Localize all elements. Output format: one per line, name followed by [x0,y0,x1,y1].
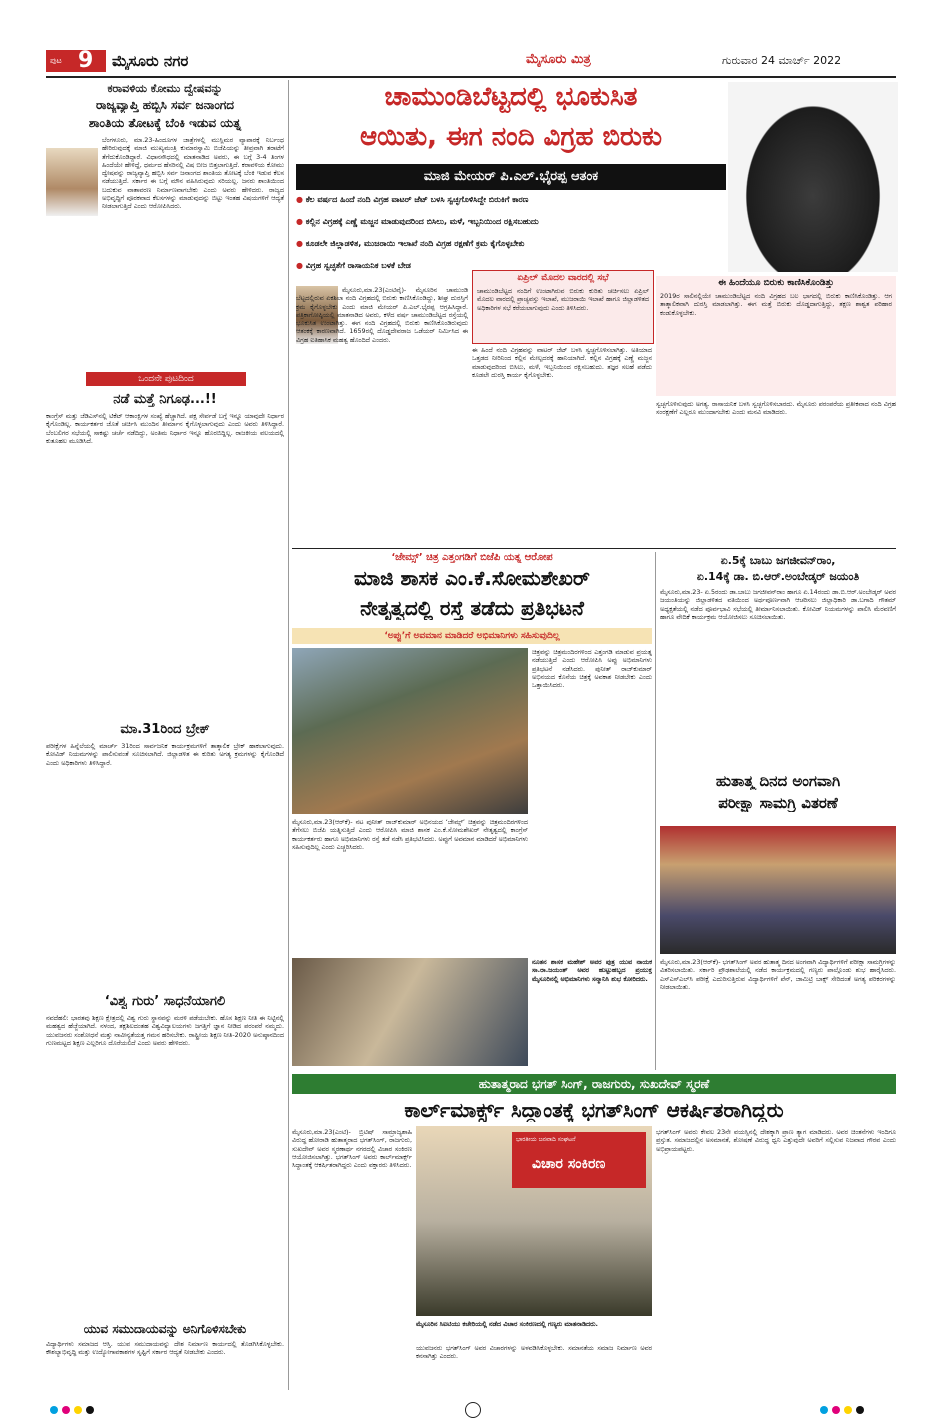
bhagat-kicker-bar [292,1074,896,1094]
april-box-body: ಚಾಮುಂಡಿಬೆಟ್ಟದ ನಂದಿಗೆ ಉಂಟಾಗಿರುವ ಬಿರುಕು ಕುರಿತು ಚರ್ಚಿಸಲು ಏಪ್ರಿಲ್ ಮೊದಲ ವಾರದಲ್ಲಿ ಪ್ರಾಚ್ಯವಸ್ತು ಇಲಾಖೆ, ಮುಜರಾಯಿ ಇಲಾಖೆ ಹಾಗೂ ಜಿಲ್ಲಾಡಳಿತದ ಅಧಿಕಾರಿಗಳ ಸಭೆ ಕರೆಯಲಾಗುವುದು ಎಂದು ತಿಳಿಸಿದರು. [477,287,649,312]
page-number: 9 [78,48,94,73]
exam-body: ಮೈಸೂರು,ಮಾ.23(ಆರ್‌ಕೆ)- ಭಗತ್‌ಸಿಂಗ್ ಅವರ ಹುತಾತ್ಮ ದಿನದ ಅಂಗವಾಗಿ ವಿದ್ಯಾರ್ಥಿಗಳಿಗೆ ಪರೀಕ್ಷಾ ಸಾಮಗ್ರಿಗಳನ್ನು ವಿತರಿಸಲಾಯಿತು. ಸರ್ಕಾರಿ ಪ್ರೌಢಶಾಲೆಯಲ್ಲಿ ನಡೆದ ಕಾರ್ಯಕ್ರಮದಲ್ಲಿ ಗಣ್ಯರು ಪಾಲ್ಗೊಂಡು ಶುಭ ಹಾರೈಸಿದರು. ಎಸ್‌ಎಸ್‌ಎಲ್‌ಸಿ ಪರೀಕ್ಷೆ ಎದುರಿಸುತ್ತಿರುವ ವಿದ್ಯಾರ್ಥಿಗಳಿಗೆ ಪೆನ್, ಜಾಮಿಟ್ರಿ ಬಾಕ್ಸ್ ಸೇರಿದಂತೆ ಅಗತ್ಯ ಪರಿಕರಗಳನ್ನು ನೀಡಲಾಯಿತು. [660,958,896,991]
header-rule [46,76,896,78]
registration-dot-magenta [62,1406,70,1414]
sub4-body: ವಿದ್ಯಾರ್ಥಿಗಳು ಸಮಾಜದ ಆಸ್ತಿ. ಯುವ ಸಮುದಾಯವನ್ನು ದೇಶ ನಿರ್ಮಾಣ ಕಾರ್ಯದಲ್ಲಿ ತೊಡಗಿಸಿಕೊಳ್ಳಬೇಕು. ಕೌಶಲ್ಯಾಭಿವೃದ್ಧಿ ಮತ್ತು ಉದ್ಯೋಗಾವಕಾಶಗಳ ಸೃಷ್ಟಿಗೆ ಸರ್ಕಾರ ಆದ್ಯತೆ ನೀಡಬೇಕು ಎಂದರು. [46,1340,284,1357]
protest-subtitle: ‘ಅಪ್ಪು’ಗೆ ಅವಮಾನ ಮಾಡಿದರೆ ಅಭಿಮಾನಿಗಳು ಸಹಿಸುವುದಿಲ್ಲ [384,631,560,641]
sub1-title: ನಡೆ ಮತ್ತೆ ನಿಗೂಢ...!! [113,392,217,407]
registration-cross [465,1402,481,1418]
seminar-banner-text: ವಿಚಾರ ಸಂಕಿರಣ [532,1156,606,1172]
jayanti-headline-1: ಏ.5ಕ್ಕೆ ಬಾಬು ಜಗಜೀವನ್‌ರಾಂ, [720,554,836,567]
page-header [46,48,896,74]
mid-column-divider [655,552,656,1070]
top-banner [296,164,726,190]
right-box-body: 2019ರ ಸಾಲಿನಲ್ಲಿಯೇ ಚಾಮುಂಡಿಬೆಟ್ಟದ ನಂದಿ ವಿಗ್ರಹದ ಬಲ ಭಾಗದಲ್ಲಿ ಬಿರುಕು ಕಾಣಿಸಿಕೊಂಡಿತ್ತು. ಆಗ ತಾತ್ಕಾಲಿಕವಾಗಿ ದುರಸ್ತಿ ಮಾಡಲಾಗಿತ್ತು. ಈಗ ಮತ್ತೆ ಬಿರುಕು ದೊಡ್ಡದಾಗುತ್ತಿದ್ದು, ತಕ್ಷಣ ಶಾಶ್ವತ ಪರಿಹಾರ ಕಂಡುಕೊಳ್ಳಬೇಕು. [660,292,892,317]
left-column-divider [288,80,289,1390]
kumaraswamy-photo [46,148,98,216]
protest-photo [292,648,528,814]
page-label: ಪುಟ [50,56,62,65]
exam-headline-1: ಹುತಾತ್ಮ ದಿನದ ಅಂಗವಾಗಿ [715,772,841,790]
birthday-caption: ನೂತನ ಶಾಸಕ ಮಹೇಶ್ ಅವರ ಪುತ್ರ ಯುವ ನಾಯಕ ಸಾ.ರಾ.ಜಯಂತ್ ಅವರ ಹುಟ್ಟುಹಬ್ಬದ ಪ್ರಯುಕ್ತ ಮೈಸೂರಿನಲ್ಲಿ ಅಭಿಮಾನಿಗಳು ಸನ್ಮಾನಿಸಿ ಶುಭ ಕೋರಿದರು. [532,958,652,983]
bullet-text: ಕೆಲ ವರ್ಷದ ಹಿಂದೆ ನಂದಿ ವಿಗ್ರಹ ವಾಟರ್ ಜೆಟ್ ಬಳಸಿ ಸ್ವಚ್ಛಗೊಳಿಸಿದ್ದೇ ಬಿರುಕಿಗೆ ಕಾರಣ [305,195,529,204]
jayanti-body: ಮೈಸೂರು,ಮಾ.23- ಏ.5ರಂದು ಡಾ.ಬಾಬು ಜಗಜೀವನ್‌ರಾಂ ಹಾಗೂ ಏ.14ರಂದು ಡಾ.ಬಿ.ಆರ್.ಅಂಬೇಡ್ಕರ್ ಅವರ ಜಯಂತಿಯನ್ನು ಜಿಲ್ಲಾಡಳಿತದ ವತಿಯಿಂದ ಅರ್ಥಪೂರ್ಣವಾಗಿ ಆಚರಿಸಲು ಜಿಲ್ಲಾಧಿಕಾರಿ ಡಾ.ಬಗಾದಿ ಗೌತಮ್ ಅಧ್ಯಕ್ಷತೆಯಲ್ಲಿ ನಡೆದ ಪೂರ್ವಭಾವಿ ಸಭೆಯಲ್ಲಿ ತೀರ್ಮಾನಿಸಲಾಯಿತು. ಕೋವಿಡ್ ನಿಯಮಗಳನ್ನು ಪಾಲಿಸಿ ಮೆರವಣಿಗೆ ಹಾಗೂ ವೇದಿಕೆ ಕಾರ್ಯಕ್ರಮ ಆಯೋಜಿಸಲು ಸೂಚಿಸಲಾಯಿತು. [660,588,896,621]
sub4-title: ಯುವ ಸಮುದಾಯವನ್ನು ಅನಿಗೊಳಿಸಬೇಕು [83,1322,247,1336]
top-headline-1: ಚಾಮುಂಡಿಬೆಟ್ಟದಲ್ಲಿ ಭೂಕುಸಿತ [384,82,638,112]
registration-dot-magenta [832,1406,840,1414]
registration-dot-black [856,1406,864,1414]
bhagat-kicker: ಹುತಾತ್ಮರಾದ ಭಗತ್ ಸಿಂಗ್, ರಾಜಗುರು, ಸುಖದೇವ್ ಸ್ಮರಣೆ [478,1077,710,1091]
exam-headline-2: ಪರೀಕ್ಷಾ ಸಾಮಗ್ರಿ ವಿತರಣೆ [718,794,838,812]
protest-kicker: ‘ಜೇಮ್ಸ್’ ಚಿತ್ರ ಎತ್ತಂಗಡಿಗೆ ಬಿಜೆಪಿ ಯತ್ನ ಆರೋಪ [391,552,553,563]
right-box [656,276,896,396]
jayanti-headline-2: ಏ.14ಕ್ಕೆ ಡಾ. ಬಿ.ಆರ್.ಅಂಬೇಡ್ಕರ್ ಜಯಂತಿ [696,570,860,583]
page-number-box [46,50,106,72]
registration-dot-cyan [820,1406,828,1414]
right-box-title: ಈ ಹಿಂದೆಯೂ ಬಿರುಕು ಕಾಣಿಸಿಕೊಂಡಿತ್ತು [718,278,834,288]
sub1-body: ಕಾಂಗ್ರೆಸ್ ಮತ್ತು ಜೆಡಿಎಸ್‌ನಲ್ಲಿ ಟಿಕೆಟ್ ಆಕಾಂಕ್ಷಿಗಳ ಸಂಖ್ಯೆ ಹೆಚ್ಚಾಗಿದೆ. ಪಕ್ಷ ಸೇರ್ಪಡೆ ಬಗ್ಗೆ ಇನ್ನೂ ಯಾವುದೇ ನಿರ್ಧಾರ ಕೈಗೊಂಡಿಲ್ಲ. ಕಾರ್ಯಕರ್ತರ ಜೊತೆ ಚರ್ಚಿಸಿ ಮುಂದಿನ ತೀರ್ಮಾನ ಕೈಗೊಳ್ಳಲಾಗುವುದು ಎಂದು ಅವರು ತಿಳಿಸಿದ್ದಾರೆ. ಬೆಂಬಲಿಗರ ಸಭೆಯಲ್ಲಿ ಸಾಕಷ್ಟು ಚರ್ಚೆ ನಡೆದಿದ್ದು, ಅಂತಿಮ ನಿರ್ಧಾರ ಇನ್ನೂ ಹೊರಬಿದ್ದಿಲ್ಲ. ರಾಜಕೀಯ ವಲಯದಲ್ಲಿ ಕುತೂಹಲ ಮೂಡಿಸಿದೆ. [46,412,284,445]
continued-tag-label: ಒಂದನೇ ಪುಟದಿಂದ [138,374,194,384]
bullet-text: ವಿಗ್ರಹ ಸ್ವಚ್ಛತೆಗೆ ರಾಸಾಯನಿಕ ಬಳಕೆ ಬೇಡ [305,261,411,270]
protest-headline-1: ಮಾಜಿ ಶಾಸಕ ಎಂ.ಕೆ.ಸೋಮಶೇಖರ್ [354,566,590,590]
top-bullets [296,194,728,276]
sub3-title: ‘ವಿಶ್ವ ಗುರು’ ಸಾಧನೆಯಾಗಲಿ [104,994,226,1009]
left-story [46,82,284,1387]
section-title: ಮೈಸೂರು ನಗರ [112,52,189,70]
birthday-photo [292,958,528,1066]
bullet-text: ಕಲ್ಲಿನ ವಿಗ್ರಹಕ್ಕೆ ಎಣ್ಣೆ ಮಜ್ಜನ ಮಾಡುವುದರಿಂದ ಬಿಸಿಲು, ಮಳೆ, ಇಬ್ಬನಿಯಿಂದ ರಕ್ಷಿಸಬಹುದು [305,217,539,226]
registration-dot-cyan [50,1406,58,1414]
seminar-banner [512,1132,646,1188]
registration-dot-yellow [74,1406,82,1414]
seminar-org: ಭಾರತೀಯ ಜನವಾದಿ ಸಂಘಟನೆ [516,1136,576,1143]
bhagat-body-right: ಭಗತ್‌ಸಿಂಗ್ ಅವರು ಕೇವಲ 23ನೇ ವಯಸ್ಸಿನಲ್ಲಿ ದೇಶಕ್ಕಾಗಿ ಪ್ರಾಣ ತ್ಯಾಗ ಮಾಡಿದರು. ಅವರ ಚಿಂತನೆಗಳು ಇಂದಿಗೂ ಪ್ರಸ್ತುತ. ಸಮಾಜದಲ್ಲಿನ ಅಸಮಾನತೆ, ಶೋಷಣೆ ವಿರುದ್ಧ ಧ್ವನಿ ಎತ್ತುವುದೇ ಅವರಿಗೆ ಸಲ್ಲಿಸುವ ನಿಜವಾದ ಗೌರವ ಎಂದು ಅಭಿಪ್ರಾಯಪಟ್ಟರು. [656,1128,896,1153]
top-col3-body: ಈ ಹಿಂದೆ ನಂದಿ ವಿಗ್ರಹವನ್ನು ವಾಟರ್ ಜೆಟ್ ಬಳಸಿ ಸ್ವಚ್ಛಗೊಳಿಸಲಾಗಿತ್ತು. ಅತಿಯಾದ ಒತ್ತಡದ ನೀರಿನಿಂದ ಕಲ್ಲಿನ ಮೇಲ್ಪದರಕ್ಕೆ ಹಾನಿಯಾಗಿದೆ. ಕಲ್ಲಿನ ವಿಗ್ರಹಕ್ಕೆ ಎಣ್ಣೆ ಮಜ್ಜನ ಮಾಡುವುದರಿಂದ ಬಿಸಿಲು, ಮಳೆ, ಇಬ್ಬನಿಯಿಂದ ರಕ್ಷಿಸಬಹುದು. ತಜ್ಞರ ಸಲಹೆ ಪಡೆದು ಕೂಡಲೇ ದುರಸ್ತಿ ಕಾರ್ಯ ಕೈಗೊಳ್ಳಬೇಕು. [472,346,652,379]
issue-date: ಗುರುವಾರ 24 ಮಾರ್ಚ್ 2022 [722,54,842,67]
protest-body-right: ಚಿತ್ರವನ್ನು ಚಿತ್ರಮಂದಿರಗಳಿಂದ ಎತ್ತಂಗಡಿ ಮಾಡುವ ಪ್ರಯತ್ನ ನಡೆಯುತ್ತಿದೆ ಎಂದು ಆರೋಪಿಸಿ ಅಪ್ಪು ಅಭಿಮಾನಿಗಳು ಪ್ರತಿಭಟನೆ ನಡೆಸಿದರು. ಪುನೀತ್ ರಾಜ್‌ಕುಮಾರ್ ಅಭಿನಯದ ಕೊನೆಯ ಚಿತ್ರಕ್ಕೆ ಅವಕಾಶ ನೀಡಬೇಕು ಎಂದು ಒತ್ತಾಯಿಸಿದರು. [532,648,652,690]
bhagat-body-left: ಮೈಸೂರು,ಮಾ.23(ಎಂಟಿ)- ಬ್ರಿಟಿಷ್ ಸಾಮ್ರಾಜ್ಯಶಾಹಿ ವಿರುದ್ಧ ಹೋರಾಡಿ ಹುತಾತ್ಮರಾದ ಭಗತ್‌ಸಿಂಗ್, ರಾಜಗುರು, ಸುಖದೇವ್ ಅವರ ಸ್ಮರಣಾರ್ಥ ನಗರದಲ್ಲಿ ವಿಚಾರ ಸಂಕಿರಣ ಆಯೋಜಿಸಲಾಗಿತ್ತು. ಭಗತ್‌ಸಿಂಗ್ ಅವರು ಕಾರ್ಲ್‌ಮಾರ್ಕ್ಸ್ ಸಿದ್ಧಾಂತಕ್ಕೆ ಆಕರ್ಷಿತರಾಗಿದ್ದರು ಎಂದು ವಕ್ತಾರರು ತಿಳಿಸಿದರು. [292,1128,412,1170]
left-headline-1: ರಾಜ್ಯವ್ಯಾಪ್ತಿ ಹಬ್ಬಿಸಿ ಸರ್ವ ಜನಾಂಗದ [95,98,235,112]
seminar-photo [416,1126,652,1316]
mid-rule [292,548,896,549]
students-photo [660,826,896,954]
sub3-body: ನವದೆಹಲಿ: ಭಾರತವು ಶಿಕ್ಷಣ ಕ್ಷೇತ್ರದಲ್ಲಿ ವಿಶ್ವ ಗುರು ಸ್ಥಾನವನ್ನು ಮರಳಿ ಪಡೆಯಬೇಕು. ಹೊಸ ಶಿಕ್ಷಣ ನೀತಿ ಈ ನಿಟ್ಟಿನಲ್ಲಿ ಮಹತ್ವದ ಹೆಜ್ಜೆಯಾಗಿದೆ. ನಳಂದ, ತಕ್ಷಶಿಲದಂತಹ ವಿಶ್ವವಿದ್ಯಾಲಯಗಳು ಜಗತ್ತಿಗೆ ಜ್ಞಾನ ನೀಡಿದ ಪರಂಪರೆ ನಮ್ಮದು. ಯುವಜನರು ಸಂಶೋಧನೆ ಮತ್ತು ನಾವೀನ್ಯತೆಯತ್ತ ಗಮನ ಹರಿಸಬೇಕು. ರಾಷ್ಟ್ರೀಯ ಶಿಕ್ಷಣ ನೀತಿ-2020 ಅನುಷ್ಠಾನದಿಂದ ಗುಣಮಟ್ಟದ ಶಿಕ್ಷಣ ಎಲ್ಲರಿಗೂ ದೊರೆಯಲಿದೆ ಎಂದು ಅವರು ಹೇಳಿದರು. [46,1014,284,1047]
sub2-body: ಪರೀಕ್ಷೆಗಳ ಹಿನ್ನೆಲೆಯಲ್ಲಿ ಮಾರ್ಚ್ 31ರಿಂದ ಸಾರ್ವಜನಿಕ ಕಾರ್ಯಕ್ರಮಗಳಿಗೆ ತಾತ್ಕಾಲಿಕ ಬ್ರೇಕ್ ಹಾಕಲಾಗುವುದು. ಕೋವಿಡ್ ನಿಯಮಗಳನ್ನು ಪಾಲಿಸುವಂತೆ ಸೂಚಿಸಲಾಗಿದೆ. ಜಿಲ್ಲಾಡಳಿತ ಈ ಕುರಿತು ಅಗತ್ಯ ಕ್ರಮಗಳನ್ನು ಕೈಗೊಂಡಿದೆ ಎಂದು ಅಧಿಕಾರಿಗಳು ತಿಳಿಸಿದ್ದಾರೆ. [46,742,284,767]
bhagat-caption: ಮೈಸೂರಿನ ಸಿಐಟಿಯು ಕಚೇರಿಯಲ್ಲಿ ನಡೆದ ವಿಚಾರ ಸಂಕಿರಣದಲ್ಲಿ ಗಣ್ಯರು ಮಾತನಾಡಿದರು. [416,1320,598,1328]
left-body: ಬೆಂಗಳೂರು, ಮಾ.23-ಹಿಂದೂಗಳ ಜಾತ್ರೆಗಳಲ್ಲಿ ಮುಸ್ಲಿಮರ ವ್ಯಾಪಾರಕ್ಕೆ ನಿರ್ಬಂಧ ಹೇರಿರುವುದಕ್ಕೆ ಮಾಜಿ ಮುಖ್ಯಮಂತ್ರಿ ಕುಮಾರಸ್ವಾಮಿ ಬಿಜೆಪಿಯನ್ನು ತೀವ್ರವಾಗಿ ತರಾಟೆಗೆ ತೆಗೆದುಕೊಂಡಿದ್ದಾರೆ. ವಿಧಾನಸೌಧದಲ್ಲಿ ಮಾತನಾಡಿದ ಅವರು, ಈ ಬಗ್ಗೆ 3-4 ತಿಂಗಳ ಹಿಂದೆಯೇ ಹೇಳಿದ್ದೆ, ಧರ್ಮದ ಹೆಸರಿನಲ್ಲಿ ವಿಷ ಬೀಜ ಬಿತ್ತಲಾಗುತ್ತಿದೆ. ಕರಾವಳಿಯ ಕೋಮು ದ್ವೇಷವನ್ನು ರಾಜ್ಯವ್ಯಾಪ್ತಿ ಹಬ್ಬಿಸಿ ಸರ್ವ ಜನಾಂಗದ ಶಾಂತಿಯ ತೋಟಕ್ಕೆ ಬೆಂಕಿ ಇಡುವ ಕೆಲಸ ನಡೆಯುತ್ತಿದೆ. ಸರ್ಕಾರ ಈ ಬಗ್ಗೆ ಮೌನ ವಹಿಸಿರುವುದು ಸರಿಯಲ್ಲ. ಜನರು ಶಾಂತಿಯಿಂದ ಬದುಕುವ ವಾತಾವರಣ ನಿರ್ಮಾಣವಾಗಬೇಕು ಎಂದು ಅವರು ಹೇಳಿದರು. ರಾಜ್ಯದ ಅಭಿವೃದ್ಧಿಗೆ ಪೂರಕವಾದ ಕೆಲಸಗಳನ್ನು ಮಾಡುವುದನ್ನು ಬಿಟ್ಟು ಇಂತಹ ವಿಷಯಗಳಿಗೆ ಆದ್ಯತೆ ನೀಡಲಾಗುತ್ತಿದೆ ಎಂದು ಆರೋಪಿಸಿದರು. [102,136,284,211]
bullet-item: ● ಕೂಡಲೇ ಜಿಲ್ಲಾಡಳಿತ, ಮುಜರಾಯಿ ಇಲಾಖೆ ನಂದಿ ವಿಗ್ರಹ ರಕ್ಷಣೆಗೆ ಕ್ರಮ ಕೈಗೊಳ್ಳಬೇಕು [296,239,525,248]
top-banner-text: ಮಾಜಿ ಮೇಯರ್ ಪಿ.ಎಲ್.ಭೈರಪ್ಪ ಆತಂಕ [423,169,599,184]
protest-headline-2: ನೇತೃತ್ವದಲ್ಲಿ ರಸ್ತೆ ತಡೆದು ಪ್ರತಿಭಟನೆ [360,596,584,620]
top-col1-body: ಮೈಸೂರು,ಮಾ.23(ಎಂಟಿವೈ)- ಮೈಸೂರಿನ ಚಾಮುಂಡಿ ಬೆಟ್ಟದಲ್ಲಿರುವ ಏಕಶಿಲಾ ನಂದಿ ವಿಗ್ರಹದಲ್ಲಿ ಬಿರುಕು ಕಾಣಿಸಿಕೊಂಡಿದ್ದು, ಶೀಘ್ರ ದುರಸ್ತಿಗೆ ಕ್ರಮ ಕೈಗೊಳ್ಳಬೇಕು ಎಂದು ಮಾಜಿ ಮೇಯರ್ ಪಿ.ಎಲ್.ಭೈರಪ್ಪ ಆಗ್ರಹಿಸಿದ್ದಾರೆ. ಪತ್ರಿಕಾಗೋಷ್ಠಿಯಲ್ಲಿ ಮಾತನಾಡಿದ ಅವರು, ಕಳೆದ ವರ್ಷ ಚಾಮುಂಡಿಬೆಟ್ಟದ ರಸ್ತೆಯಲ್ಲಿ ಭೂಕುಸಿತ ಉಂಟಾಗಿತ್ತು. ಈಗ ನಂದಿ ವಿಗ್ರಹದಲ್ಲಿ ಬಿರುಕು ಕಾಣಿಸಿಕೊಂಡಿರುವುದು ಆತಂಕಕ್ಕೆ ಕಾರಣವಾಗಿದೆ. 1659ರಲ್ಲಿ ದೊಡ್ಡದೇವರಾಜ ಒಡೆಯರ್ ನಿರ್ಮಿಸಿದ ಈ ವಿಗ್ರಹ ಐತಿಹಾಸಿಕ ಮಹತ್ವ ಹೊಂದಿದೆ ಎಂದರು. [296,286,468,344]
bullet-item: ● ಕೆಲ ವರ್ಷದ ಹಿಂದೆ ನಂದಿ ವಿಗ್ರಹ ವಾಟರ್ ಜೆಟ್ ಬಳಸಿ ಸ್ವಚ್ಛಗೊಳಿಸಿದ್ದೇ ಬಿರುಕಿಗೆ ಕಾರಣ [296,195,529,204]
protest-subtitle-bar [292,628,652,644]
bullet-text: ಕೂಡಲೇ ಜಿಲ್ಲಾಡಳಿತ, ಮುಜರಾಯಿ ಇಲಾಖೆ ನಂದಿ ವಿಗ್ರಹ ರಕ್ಷಣೆಗೆ ಕ್ರಮ ಕೈಗೊಳ್ಳಬೇಕು [305,239,525,248]
left-kicker: ಕರಾವಳಿಯ ಕೋಮು ದ್ವೇಷವನ್ನು [107,82,223,95]
nandi-statue-photo [728,82,898,272]
continued-tag [86,372,246,386]
bullet-item: ● ಕಲ್ಲಿನ ವಿಗ್ರಹಕ್ಕೆ ಎಣ್ಣೆ ಮಜ್ಜನ ಮಾಡುವುದರಿಂದ ಬಿಸಿಲು, ಮಳೆ, ಇಬ್ಬನಿಯಿಂದ ರಕ್ಷಿಸಬಹುದು [296,217,539,226]
masthead: ಮೈಸೂರು ಮಿತ್ರ [526,52,591,67]
left-headline-2: ಶಾಂತಿಯ ತೋಟಕ್ಕೆ ಬೆಂಕಿ ಇಡುವ ಯತ್ನ [88,116,242,130]
april-box-title: ಏಪ್ರಿಲ್ ಮೊದಲ ವಾರದಲ್ಲಿ ಸಭೆ [517,273,609,283]
top-headline-2: ಆಯಿತು, ಈಗ ನಂದಿ ವಿಗ್ರಹ ಬಿರುಕು [359,122,663,152]
bullet-item: ● ವಿಗ್ರಹ ಸ್ವಚ್ಛತೆಗೆ ರಾಸಾಯನಿಕ ಬಳಕೆ ಬೇಡ [296,261,411,270]
sub2-title: ಮಾ.31ರಿಂದ ಬ್ರೇಕ್ [120,722,210,737]
protest-body-bottom: ಮೈಸೂರು,ಮಾ.23(ಆರ್‌ಕೆ)- ನಟ ಪುನೀತ್ ರಾಜ್‌ಕುಮಾರ್ ಅಭಿನಯದ ‘ಜೇಮ್ಸ್’ ಚಿತ್ರವನ್ನು ಚಿತ್ರಮಂದಿರಗಳಿಂದ ತೆಗೆಸಲು ಬಿಜೆಪಿ ಯತ್ನಿಸುತ್ತಿದೆ ಎಂದು ಆರೋಪಿಸಿ ಮಾಜಿ ಶಾಸಕ ಎಂ.ಕೆ.ಸೋಮಶೇಖರ್ ನೇತೃತ್ವದಲ್ಲಿ ಕಾಂಗ್ರೆಸ್ ಕಾರ್ಯಕರ್ತರು ಹಾಗೂ ಅಭಿಮಾನಿಗಳು ರಸ್ತೆ ತಡೆ ನಡೆಸಿ ಪ್ರತಿಭಟಿಸಿದರು. ಅಪ್ಪುಗೆ ಅವಮಾನ ಮಾಡಿದರೆ ಅಭಿಮಾನಿಗಳು ಸಹಿಸುವುದಿಲ್ಲ ಎಂದು ಎಚ್ಚರಿಸಿದರು. [292,818,528,851]
bhagat-headline: ಕಾರ್ಲ್‌ಮಾರ್ಕ್ಸ್ ಸಿದ್ಧಾಂತಕ್ಕೆ ಭಗತ್‌ಸಿಂಗ್ ಆಕರ್ಷಿತರಾಗಿದ್ದರು [404,1098,784,1122]
registration-dot-black [86,1406,94,1414]
bhagat-body-mid: ಯುವಜನರು ಭಗತ್‌ಸಿಂಗ್ ಅವರ ವಿಚಾರಗಳನ್ನು ಅಳವಡಿಸಿಕೊಳ್ಳಬೇಕು. ಸಮಾನತೆಯ ಸಮಾಜ ನಿರ್ಮಾಣ ಅವರ ಕನಸಾಗಿತ್ತು ಎಂದರು. [416,1344,652,1361]
top-right-body: ಸ್ವಚ್ಛಗೊಳಿಸುವುದು ಅಗತ್ಯ. ರಾಸಾಯನಿಕ ಬಳಸಿ ಸ್ವಚ್ಛಗೊಳಿಸಬಾರದು. ಮೈಸೂರು ಪರಂಪರೆಯ ಪ್ರತೀಕವಾದ ನಂದಿ ವಿಗ್ರಹ ಸಂರಕ್ಷಣೆಗೆ ಎಲ್ಲರೂ ಮುಂದಾಗಬೇಕು ಎಂದು ಮನವಿ ಮಾಡಿದರು. [656,400,896,417]
april-box [472,270,654,344]
registration-dot-yellow [844,1406,852,1414]
